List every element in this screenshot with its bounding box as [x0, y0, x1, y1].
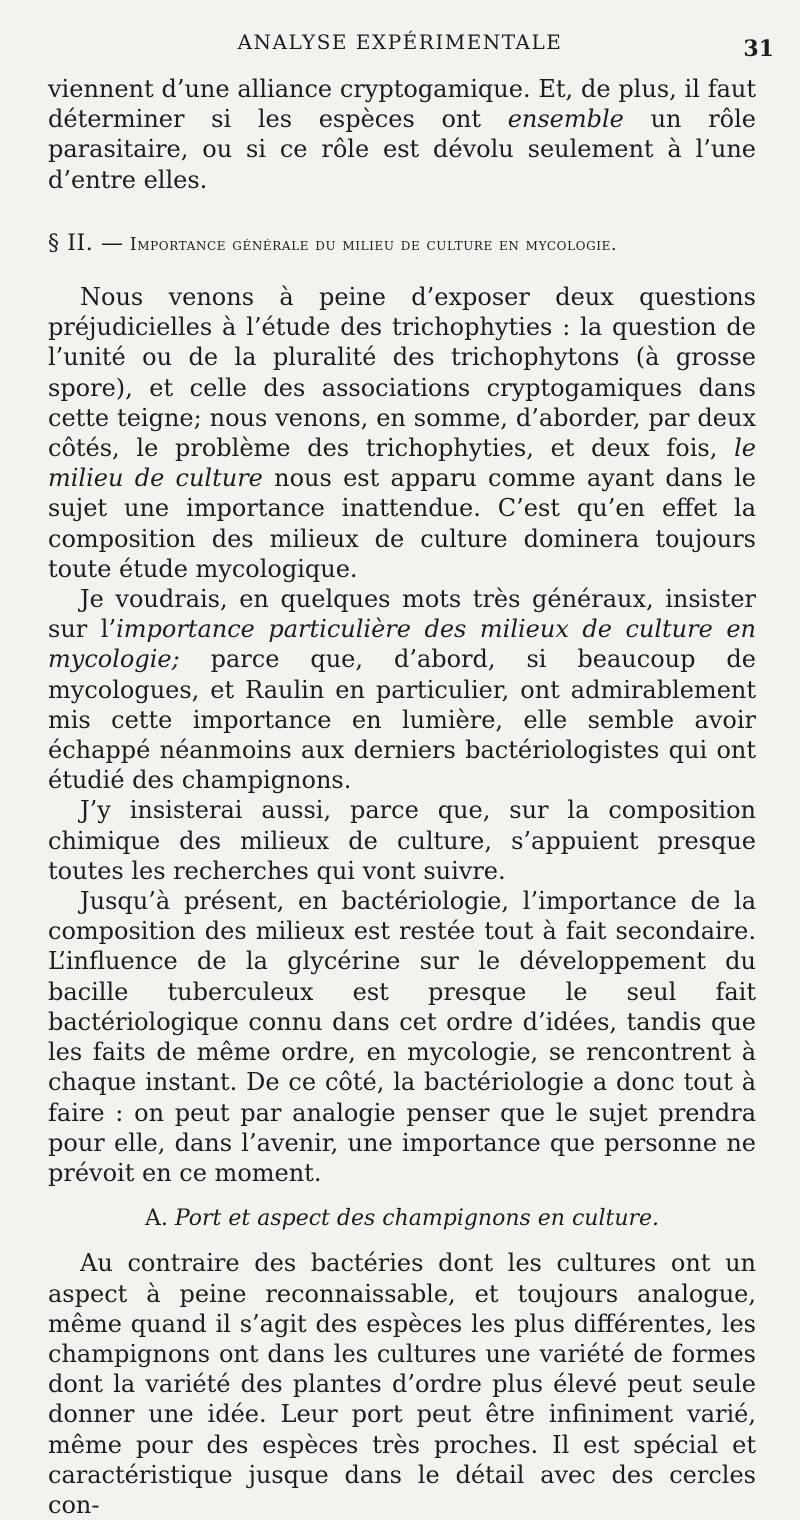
opening-paragraph: viennent d’une alliance cryptogamique. Et, de plus, il faut déterminer si les espèces ont ensemble un rôle parasitaire, ou si ce rôle est dévolu seulement à l’une d’entre elles.	[48, 75, 756, 194]
section-heading	[48, 229, 756, 260]
running-head: ANALYSE EXPÉRIMENTALE	[237, 30, 563, 54]
emphasis-milieu: le milieu de culture	[48, 434, 756, 493]
emphasis-importance: importance particulière des milieux de culture en mycologie;	[48, 615, 756, 674]
section-title: Importance générale du milieu de culture en mycologie.	[129, 234, 618, 255]
paragraph-4: Jusqu’à présent, en bactériologie, l’importance de la composition des milieux est restée tout à fait secondaire. L’influence de la glycérine sur le développement du bacille tuberculeux est presque le seul fait bactériologique connu dans cet ordre d’idées, tandis que les faits de même ordre, en mycologie, se rencontrent à chaque instant. De ce côté, la bactériologie a donc tout à faire : on peut par analogie penser que le sujet prendra pour elle, dans l’avenir, une importance que personne ne prévoit en ce moment.	[48, 887, 756, 1187]
paragraph-3: J’y insisterai aussi, parce que, sur la composition chimique des milieux de culture, s’appuient presque toutes les recherches qui vont suivre.	[48, 796, 756, 885]
emphasis-ensemble: ensemble	[507, 105, 624, 134]
section-number: § II. —	[48, 230, 124, 256]
subsection-label: A.	[144, 1206, 168, 1232]
paragraph-5: Au contraire des bactéries dont les cultures ont un aspect à peine reconnaissable, et toujours analogue, même quand il s’agit des espèces les plus différentes, les champignons ont dans les cultures une variété de formes dont la variété des plantes d’ordre plus élevé peut seule donner une idée. Leur port peut être infiniment varié, même pour des espèces très proches. Il est spécial et caractéristique jusque dans le détail avec des cercles con-	[48, 1249, 756, 1519]
subsection-heading	[48, 1204, 756, 1234]
paragraph-1: Nous venons à peine d’exposer deux questions préjudicielles à l’étude des trichophyties : la question de l’unité ou de la pluralité des trichophytons (à grosse spore), et celle des associations cryptogamiques dans cette teigne; nous venons, en somme, d’aborder, par deux côtés, le problème des trichophyties, et deux fois, le milieu de culture nous est apparu comme ayant dans le sujet une importance inattendue. C’est qu’en effet la composition des milieux de culture dominera toujours toute étude mycologique.	[48, 283, 756, 583]
paragraph-2: Je voudrais, en quelques mots très généraux, insister sur l’importance particulière des milieux de culture en mycologie; parce que, d’abord, si beaucoup de mycologues, et Raulin en particulier, ont admirablement mis cette importance en lumière, elle semble avoir échappé néanmoins aux derniers bactériologistes qui ont étudié des champignons.	[48, 585, 756, 795]
body-text	[48, 74, 756, 1520]
subsection-title: Port et aspect des champignons en culture.	[174, 1206, 660, 1232]
page-number: 31	[743, 36, 774, 62]
